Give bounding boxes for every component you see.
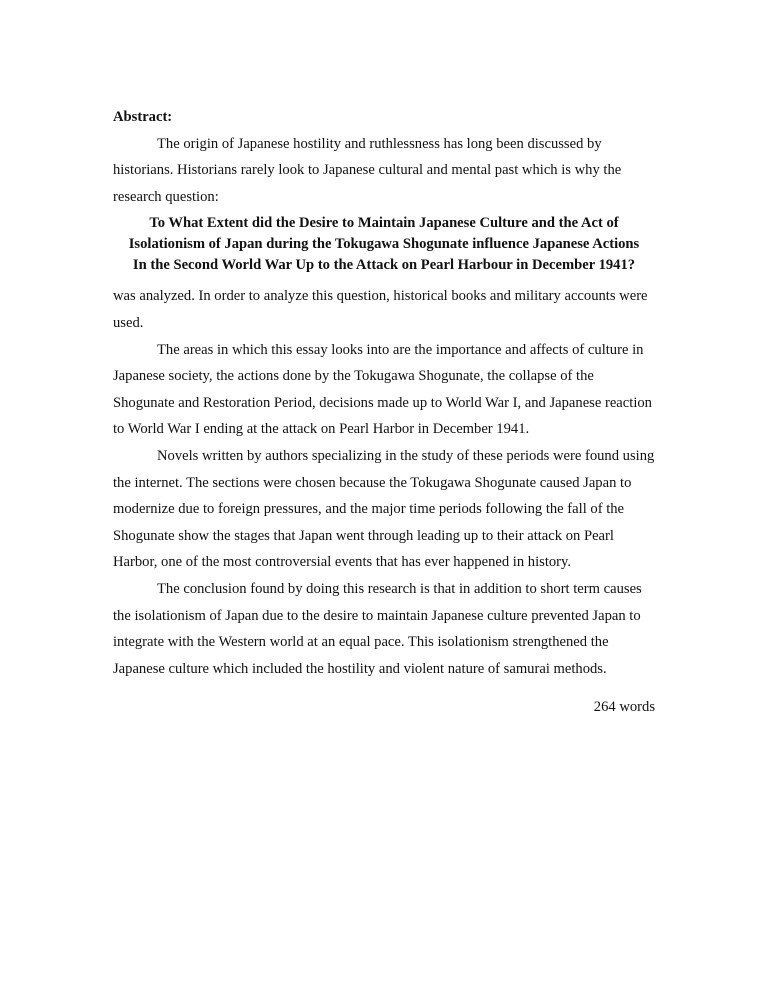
research-question-line: Isolationism of Japan during the Tokugawa Shogunate influence Japanese Actions bbox=[128, 236, 640, 253]
abstract-body bbox=[113, 104, 655, 721]
research-question bbox=[113, 210, 655, 283]
paragraph-conclusion: The conclusion found by doing this research is that in addition to short term causes the isolationism of Japan due to the desire to maintain Japanese culture prevented Japan to integrate with the Western world at an equal pace. This isolationism strengthened the Japanese culture which included the hostility and violent nature of samurai methods. bbox=[113, 580, 642, 677]
abstract-heading: Abstract: bbox=[113, 109, 173, 125]
paragraph-intro: The origin of Japanese hostility and ruthlessness has long been discussed by historians. Historians rarely look to Japanese cultural and mental past which is why the research question: bbox=[113, 135, 622, 205]
paragraph-sources: Novels written by authors specializing in the study of these periods were found using the internet. The sections were chosen because the Tokugawa Shogunate caused Japan to modernize due to foreign pressures, and the major time periods following the fall of the Shogunate show the stages that Japan went through leading up to their attack on Pearl Harbor, one of the most controversial events that has ever happened in history. bbox=[113, 447, 655, 571]
research-question-line: To What Extent did the Desire to Maintain Japanese Culture and the Act of bbox=[149, 215, 619, 232]
research-question-line: In the Second World War Up to the Attack on Pearl Harbour in December 1941? bbox=[132, 257, 636, 274]
word-count: 264 words bbox=[593, 699, 655, 716]
paragraph-areas: The areas in which this essay looks into are the importance and affects of culture in Japanese society, the actions done by the Tokugawa Shogunate, the collapse of the Shogunate and Restoration Period, decisions made up to World War I, and Japanese reaction to World War I ending at the attack on Pearl Harbor in December 1941. bbox=[113, 341, 652, 438]
paragraph-analysis: was analyzed. In order to analyze this question, historical books and military accounts were used. bbox=[113, 288, 648, 331]
